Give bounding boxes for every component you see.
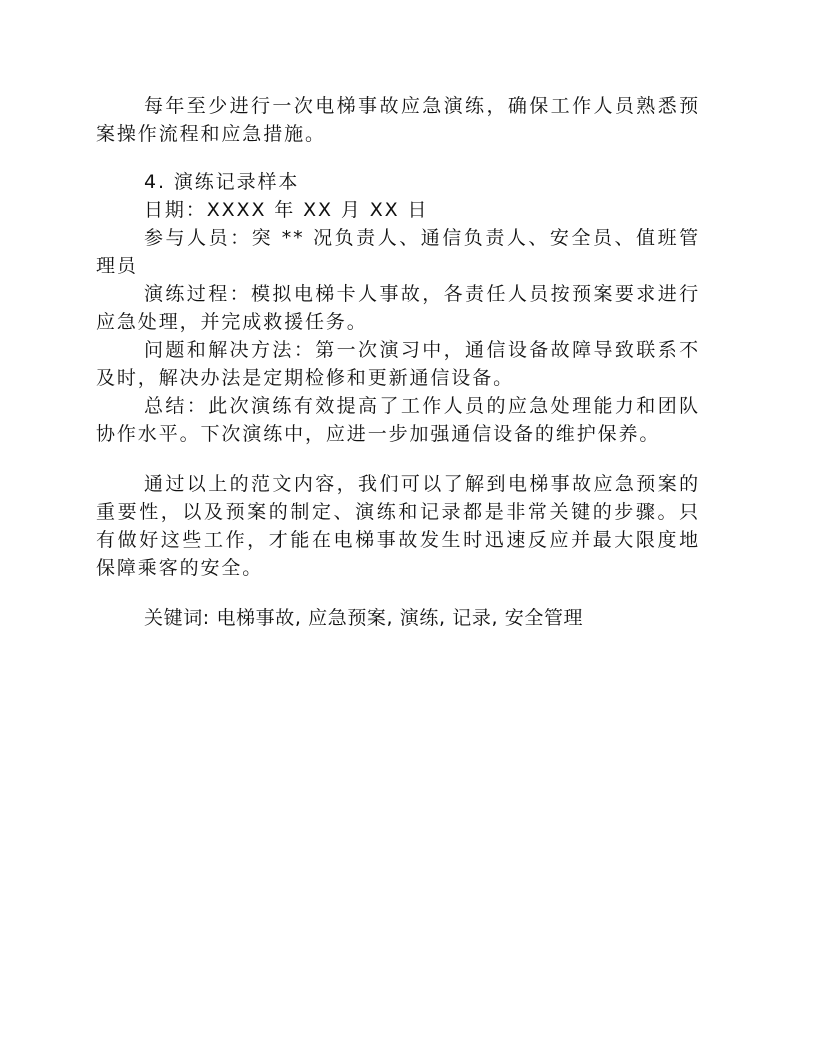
keywords-line: 关键词: 电梯事故, 应急预案, 演练, 记录, 安全管理	[144, 607, 584, 629]
paragraph-spacer	[96, 148, 700, 168]
section-heading: 4. 演练记录样本	[144, 171, 300, 193]
paragraph-spacer	[96, 582, 700, 604]
drill-summary: 总结：此次演练有效提高了工作人员的应急处理能力和团队协作水平。下次演练中，应进一步加强通信设备的维护保养。	[96, 395, 700, 445]
drill-process: 演练过程：模拟电梯卡人事故，各责任人员按预案要求进行应急处理，并完成救援任务。	[96, 283, 700, 333]
conclusion-paragraph: 通过以上的范文内容，我们可以了解到电梯事故应急预案的重要性，以及预案的制定、演练和记录都是非常关键的步骤。只有做好这些工作，才能在电梯事故发生时迅速反应并最大限度地保障乘客的安全。	[96, 473, 700, 579]
drill-problems-solutions: 问题和解决方法：第一次演习中，通信设备故障导致联系不及时，解决办法是定期检修和更新通信设备。	[96, 339, 700, 389]
drill-date: 日期：XXXX 年 XX 月 XX 日	[144, 199, 429, 221]
document-page	[96, 92, 700, 632]
drill-intro-paragraph: 每年至少进行一次电梯事故应急演练，确保工作人员熟悉预案操作流程和应急措施。	[96, 95, 700, 145]
drill-participants: 参与人员：突 ** 况负责人、通信负责人、安全员、值班管理员	[96, 227, 700, 277]
paragraph-spacer	[96, 448, 700, 470]
